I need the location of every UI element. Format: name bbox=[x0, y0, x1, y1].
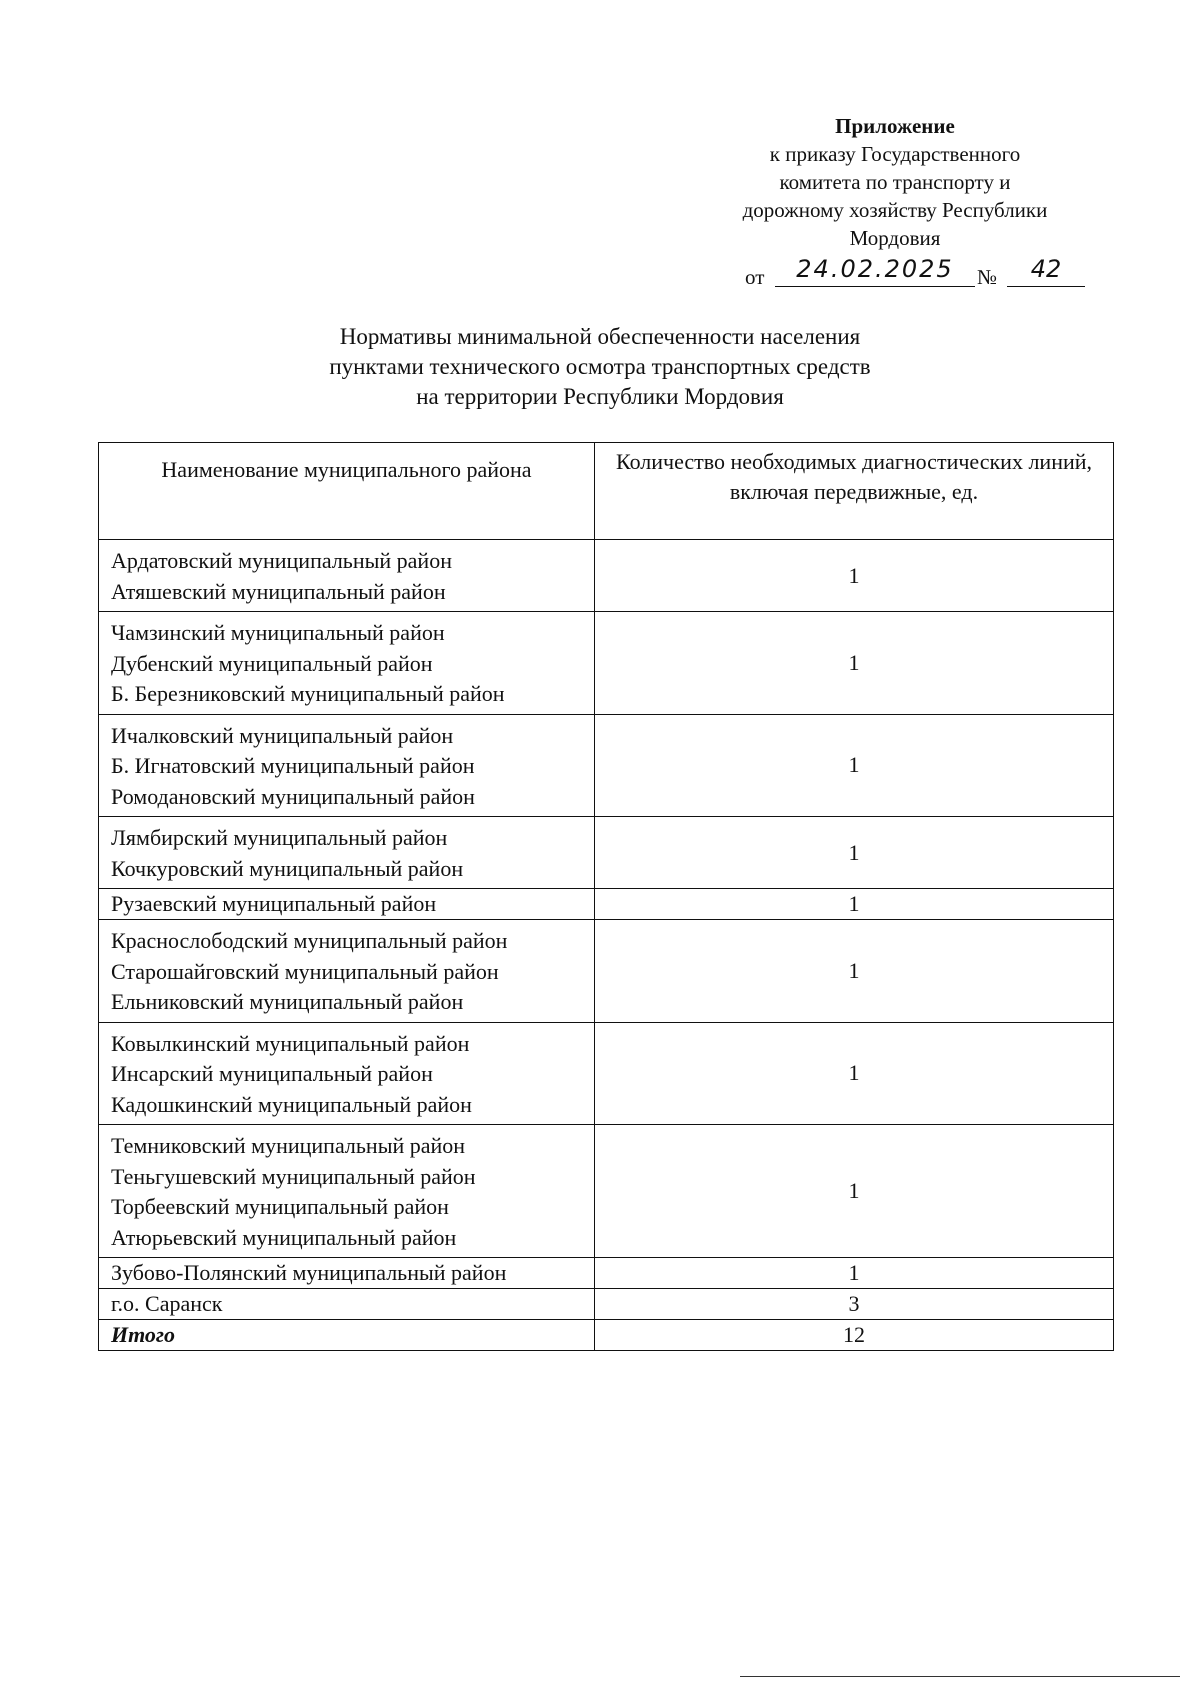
district-names-cell bbox=[99, 714, 595, 817]
header-count: Количество необходимых диагностических линий, включая передвижные, ед. bbox=[595, 443, 1114, 540]
district-name: Б. Игнатовский муниципальный район bbox=[111, 753, 475, 778]
title-line: на территории Республики Мордовия bbox=[416, 384, 784, 409]
appendix-block bbox=[700, 112, 1090, 252]
order-reference bbox=[745, 256, 1085, 290]
line-count-cell: 1 bbox=[595, 612, 1114, 715]
district-names-cell bbox=[99, 817, 595, 889]
appendix-line: дорожному хозяйству Республики bbox=[742, 198, 1048, 222]
table-row bbox=[99, 889, 1114, 920]
district-name: Лямбирский муниципальный район bbox=[111, 825, 448, 850]
table-row bbox=[99, 540, 1114, 612]
table-row bbox=[99, 920, 1114, 1023]
district-name: Кадошкинский муниципальный район bbox=[111, 1091, 472, 1117]
total-label: Итого bbox=[99, 1320, 595, 1351]
table-row bbox=[99, 714, 1114, 817]
table-header-row bbox=[99, 443, 1114, 540]
total-count: 12 bbox=[595, 1320, 1114, 1351]
table-body bbox=[99, 540, 1114, 1351]
appendix-heading: Приложение bbox=[835, 114, 955, 138]
district-name: Зубово-Полянский муниципальный район bbox=[111, 1260, 507, 1285]
appendix-line: комитета по транспорту и bbox=[779, 170, 1011, 194]
district-name: Атяшевский муниципальный район bbox=[111, 578, 446, 604]
district-names-cell bbox=[99, 540, 595, 612]
district-name: Рузаевский муниципальный район bbox=[111, 891, 437, 916]
line-count-cell: 3 bbox=[595, 1289, 1114, 1320]
district-names-cell bbox=[99, 1289, 595, 1320]
district-names-cell bbox=[99, 1258, 595, 1289]
district-name: Инсарский муниципальный район bbox=[111, 1061, 433, 1086]
norms-table bbox=[98, 442, 1114, 1351]
line-count-cell: 1 bbox=[595, 540, 1114, 612]
district-name: Б. Березниковский муниципальный район bbox=[111, 681, 505, 706]
district-name: Старошайговский муниципальный район bbox=[111, 958, 499, 984]
table-row bbox=[99, 1022, 1114, 1125]
district-name: Теньгушевский муниципальный район bbox=[111, 1163, 476, 1189]
table-row bbox=[99, 1125, 1114, 1258]
total-row bbox=[99, 1320, 1114, 1351]
district-name: Дубенский муниципальный район bbox=[111, 650, 433, 676]
table-row bbox=[99, 817, 1114, 889]
district-names-cell bbox=[99, 1125, 595, 1258]
district-name: г.о. Саранск bbox=[111, 1291, 223, 1316]
district-names-cell bbox=[99, 920, 595, 1023]
table-row bbox=[99, 1258, 1114, 1289]
district-name: Ковылкинский муниципальный район bbox=[111, 1030, 470, 1056]
title-line: Нормативы минимальной обеспеченности населения bbox=[339, 324, 861, 349]
document-title bbox=[220, 322, 980, 412]
district-name: Атюрьевский муниципальный район bbox=[111, 1224, 457, 1250]
district-names-cell bbox=[99, 1022, 595, 1125]
number-label: № bbox=[977, 265, 998, 289]
line-count-cell: 1 bbox=[595, 1125, 1114, 1258]
line-count-cell: 1 bbox=[595, 1258, 1114, 1289]
title-line: пунктами технического осмотра транспортных средств bbox=[329, 354, 871, 379]
district-names-cell bbox=[99, 612, 595, 715]
order-date: 24.02.2025 bbox=[775, 256, 975, 287]
district-name: Ельниковский муниципальный район bbox=[111, 989, 464, 1014]
line-count-cell: 1 bbox=[595, 817, 1114, 889]
line-count-cell: 1 bbox=[595, 920, 1114, 1023]
district-name: Ромодановский муниципальный район bbox=[111, 783, 475, 809]
line-count-cell: 1 bbox=[595, 714, 1114, 817]
table-row bbox=[99, 612, 1114, 715]
district-name: Кочкуровский муниципальный район bbox=[111, 855, 464, 881]
table-row bbox=[99, 1289, 1114, 1320]
district-names-cell bbox=[99, 889, 595, 920]
district-name: Чамзинский муниципальный район bbox=[111, 620, 445, 645]
district-name: Торбеевский муниципальный район bbox=[111, 1194, 449, 1219]
from-label: от bbox=[745, 265, 765, 289]
line-count-cell: 1 bbox=[595, 889, 1114, 920]
district-name: Темниковский муниципальный район bbox=[111, 1133, 466, 1158]
footer-divider bbox=[740, 1676, 1180, 1677]
header-district: Наименование муниципального района bbox=[99, 443, 595, 540]
appendix-line: Мордовия bbox=[849, 226, 941, 250]
appendix-line: к приказу Государственного bbox=[769, 142, 1021, 166]
line-count-cell: 1 bbox=[595, 1022, 1114, 1125]
district-name: Ичалковский муниципальный район bbox=[111, 722, 454, 748]
district-name: Краснослободский муниципальный район bbox=[111, 928, 508, 953]
district-name: Ардатовский муниципальный район bbox=[111, 548, 452, 573]
order-number: 42 bbox=[1007, 256, 1085, 287]
